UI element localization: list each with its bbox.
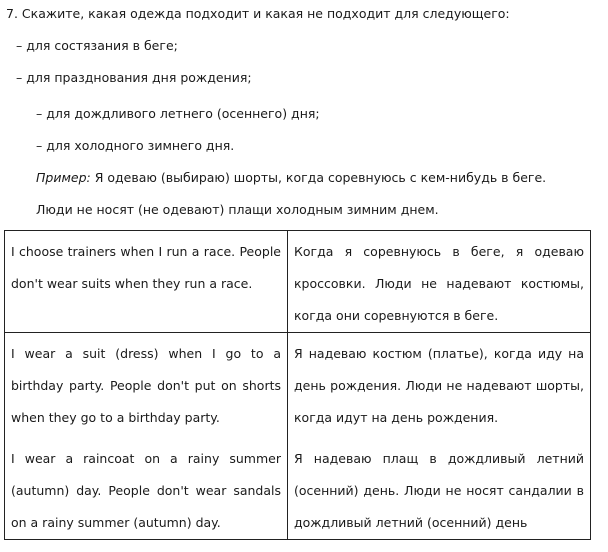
task-item-race: – для состязания в беге; [16, 38, 178, 53]
russian-answer: Я надеваю костюм (платье), когда иду на день рождения. Люди не надевают шорты, когда идут на день рождения. [294, 346, 584, 425]
table-cell-russian [288, 333, 591, 439]
english-answer: I wear a suit (dress) when I go to a birthday party. People don't put on shorts when they go to a birthday party. [11, 346, 281, 425]
table-cell-russian [288, 438, 591, 540]
task-item-winter-day: – для холодного зимнего дня. [36, 138, 235, 153]
task-item-birthday: – для празднования дня рождения; [16, 70, 252, 85]
task-question-line [6, 6, 510, 22]
example-label: Пример: [36, 170, 91, 185]
table-cell-russian [288, 231, 591, 333]
task-question: Скажите, какая одежда подходит и какая не подходит для следующего: [21, 6, 510, 21]
table-cell-english [5, 438, 288, 540]
english-answer: I choose trainers when I run a race. People don't wear suits when they run a race. [11, 244, 281, 291]
russian-answer: Я надеваю плащ в дождливый летний (осенний) день. Люди не носят сандалии в дождливый летний (осенний) день [294, 451, 584, 530]
english-answer: I wear a raincoat on a rainy summer (autumn) day. People don't wear sandals on a rainy summer (autumn) day. [11, 451, 281, 530]
example-text: Я одеваю (выбираю) шорты, когда соревнуюсь с кем-нибудь в беге. [94, 170, 547, 185]
table-cell-english [5, 231, 288, 333]
answers-table [4, 230, 591, 540]
task-number: 7. [6, 6, 18, 21]
table-cell-english [5, 333, 288, 439]
task-item-rainy-day: – для дождливого летнего (осеннего) дня; [36, 106, 320, 121]
table-row [5, 231, 591, 333]
table-row [5, 333, 591, 439]
table-row [5, 438, 591, 540]
example-line [36, 170, 546, 186]
example-text-second: Люди не носят (не одевают) плащи холодным зимним днем. [36, 202, 439, 217]
russian-answer: Когда я соревнуюсь в беге, я одеваю кроссовки. Люди не надевают костюмы, когда они соревнуются в беге. [294, 244, 584, 323]
